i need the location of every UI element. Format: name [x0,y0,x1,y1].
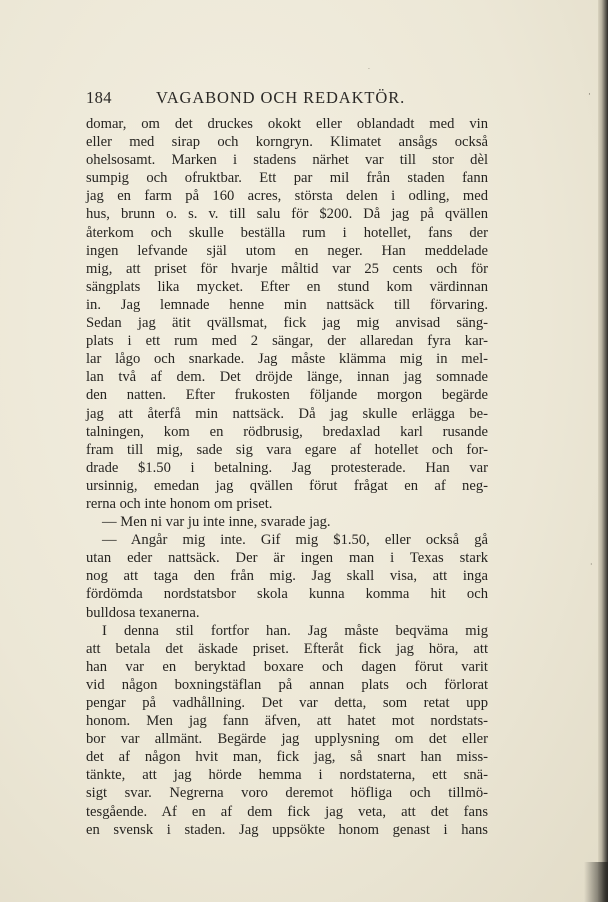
text-line: pengar på vadhållning. Det var detta, som retat upp [86,695,488,711]
text-line: mig, att priset för hvarje måltid var 25 cents och för [86,260,488,277]
text-line: sängplats lika mycket. Efter en stund kom värdinnan [86,278,488,295]
text-line: bor var allmänt. Begärde jag upplysning om det eller [86,731,488,748]
text-line: vid någon boxningstäflan på annan plats och förlorat [86,676,488,693]
text-line: lar lågo och snarkade. Jag måste klämma mig in mel- [86,351,488,368]
text-line: att betala det äskade priset. Efteråt fick jag höra, att [86,640,488,657]
text-line: plats i ett rum med 2 sängar, der allaredan fyra kar- [86,333,488,350]
text-line: sumpig och ofruktbar. Ett par mil från staden fann [86,170,488,187]
body-text [86,115,488,839]
text-line: en svensk i staden. Jag uppsökte honom genast i hans [86,821,488,838]
text-line: talningen, kom en rödbrusig, bredaxlad karl rusande [86,423,488,440]
text-line: nog att taga den från mig. Jag skall visa, att inga [86,568,488,585]
text-line: sigt svar. Negrerna voro deremot höfliga och tillmö- [86,785,488,802]
text-line: jag en farm på 160 acres, största delen i odling, med [86,188,488,205]
dialogue-line: — Men ni var ju inte inne, svarade jag. [102,514,331,531]
text-line: han var en beryktad boxare och dagen förut varit [86,658,488,675]
paragraph-start-line: I denna stil fortfor han. Jag måste beqväma mig [102,622,488,639]
text-line: jag att återfå min nattsäck. Då jag skulle erlägga be- [86,405,488,422]
page-header [86,88,494,110]
text-line: ursinnig, emedan jag qvällen förut frågat en af neg- [86,477,488,494]
text-line: den natten. Efter frukosten följande morgon begärde [86,387,488,404]
text-line: tesgående. Af en af dem fick jag veta, att det fans [86,803,488,820]
running-title: VAGABOND OCH REDAKTÖR. [156,88,406,107]
page-number: 184 [86,88,112,107]
text-line: återkom och skulle beställa rum i hotellet, fans der [86,224,488,241]
text-line: ingen lefvande själ utom en neger. Han meddelade [86,242,488,259]
text-line: rerna och inte honom om priset. [86,495,273,512]
dialogue-line: — Angår mig inte. Gif mig $1.50, eller också gå [102,532,488,549]
text-line: bulldosa texanerna. [86,604,200,621]
text-line: Sedan jag ätit qvällsmat, fick jag mig anvisad säng- [86,315,488,332]
text-line: tänkte, att jag hörde hemma i nordstaterna, ett snä- [86,767,488,784]
text-line: honom. Men jag fann äfven, att hatet mot nordstats- [86,713,488,730]
text-line: domar, om det druckes okokt eller oblandadt med vin [86,116,488,132]
paper-speck: · [368,66,370,73]
text-line: hus, brunn o. s. v. till salu för $200. Då jag på qvällen [86,206,488,223]
paper-speck: · [590,560,593,569]
text-line: fram till mig, sade sig vara egare af hotellet och for- [86,441,488,458]
text-line: lan två af dem. Det dröjde länge, innan jag somnade [86,369,488,386]
text-line: fördömda nordstatsbor skola kunna komma hit och [86,586,488,603]
text-line: det af någon hvit man, fick jag, så snart han miss- [86,749,488,766]
page-corner-shadow [584,862,608,902]
text-line: drade $1.50 i betalning. Jag protesterade. Han var [86,459,488,476]
text-line: in. Jag lemnade henne min nattsäck till förvaring. [86,296,488,313]
text-line: ohelsosamt. Marken i stadens närhet var till stor dèl [86,152,488,169]
text-line: eller med sirap och korngryn. Klimatet ansågs också [86,134,488,151]
paper-speck: · [588,90,591,100]
text-line: utan eder nattsäck. Der är ingen man i Texas stark [86,550,488,567]
page-edge-shadow [598,0,608,902]
